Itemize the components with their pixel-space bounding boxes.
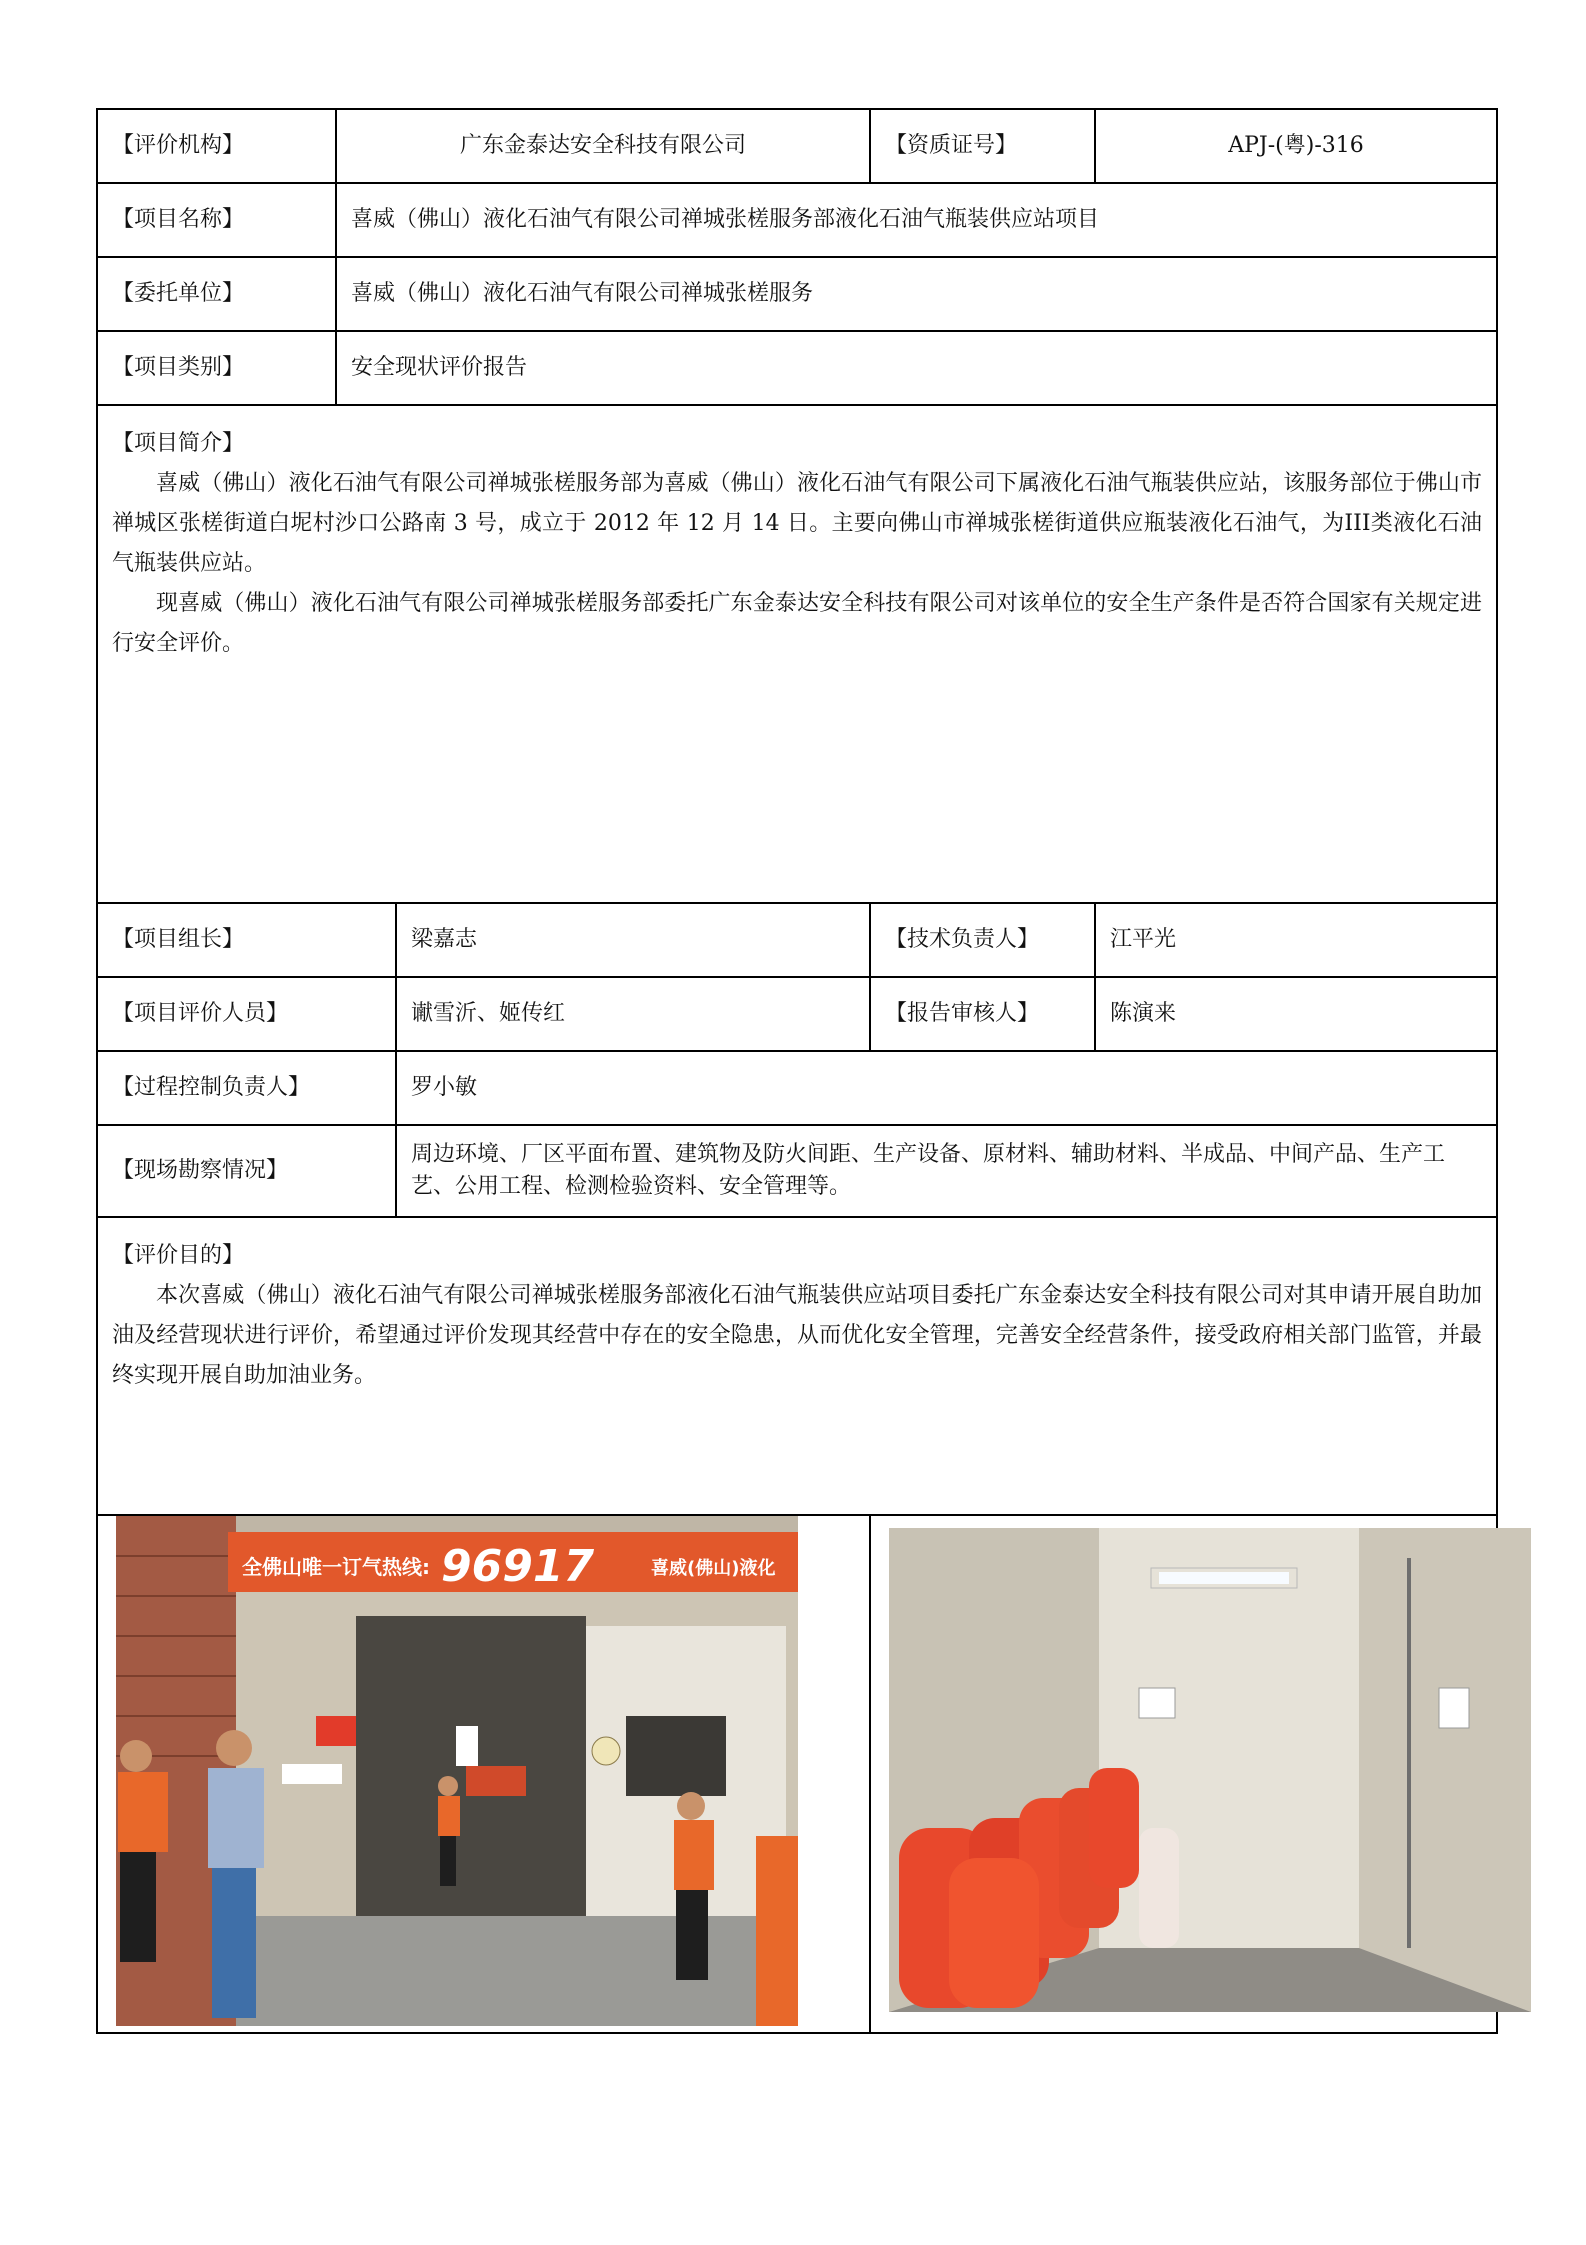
purpose-section bbox=[97, 1217, 1497, 1515]
photo-cell-left bbox=[97, 1515, 870, 2033]
purpose-row bbox=[97, 1217, 1497, 1515]
category-value: 安全现状评价报告 bbox=[336, 331, 1497, 405]
cert-value: APJ-(粤)-316 bbox=[1095, 109, 1497, 183]
sign-brand: 喜威(佛山)液化 bbox=[651, 1558, 776, 1579]
intro-section bbox=[97, 405, 1497, 903]
survey-label: 【现场勘察情况】 bbox=[97, 1125, 396, 1217]
report-sheet bbox=[96, 108, 1496, 2034]
client-label: 【委托单位】 bbox=[97, 257, 336, 331]
client-row bbox=[97, 257, 1497, 331]
cert-label: 【资质证号】 bbox=[870, 109, 1095, 183]
evaluators-label: 【项目评价人员】 bbox=[97, 977, 396, 1051]
project-name-label: 【项目名称】 bbox=[97, 183, 336, 257]
purpose-heading: 【评价目的】 bbox=[112, 1243, 245, 1268]
survey-row bbox=[97, 1125, 1497, 1217]
process-label: 【过程控制负责人】 bbox=[97, 1051, 396, 1125]
category-row bbox=[97, 331, 1497, 405]
storefront-photo bbox=[116, 1516, 798, 2026]
intro-paragraph-2: 现喜威（佛山）液化石油气有限公司禅城张槎服务部委托广东金泰达安全科技有限公司对该单位的安全生产条件是否符合国家有关规定进行安全评价。 bbox=[112, 591, 1483, 656]
photo-cell-right bbox=[870, 1515, 1497, 2033]
category-label: 【项目类别】 bbox=[97, 331, 336, 405]
project-name-value: 喜威（佛山）液化石油气有限公司禅城张槎服务部液化石油气瓶装供应站项目 bbox=[336, 183, 1497, 257]
evaluators-row bbox=[97, 977, 1497, 1051]
photos-row bbox=[97, 1515, 1497, 2033]
person-plaid bbox=[208, 1730, 264, 2018]
org-value: 广东金泰达安全科技有限公司 bbox=[336, 109, 870, 183]
purpose-paragraph: 本次喜威（佛山）液化石油气有限公司禅城张槎服务部液化石油气瓶装供应站项目委托广东金泰达安全科技有限公司对其申请开展自助加油及经营现状进行评价，希望通过评价发现其经营中存在的安全隐患，从而优化安全管理，完善安全经营条件，接受政府相关部门监管，并最终实现开展自助加油业务。 bbox=[112, 1283, 1483, 1388]
leader-row bbox=[97, 903, 1497, 977]
info-table bbox=[96, 108, 1498, 2034]
evaluators-value: 谳雪沂、姬传红 bbox=[396, 977, 870, 1051]
cylinder-storage-photo bbox=[889, 1528, 1531, 2012]
sign-number: 96917 bbox=[441, 1541, 595, 1592]
project-name-row bbox=[97, 183, 1497, 257]
process-row bbox=[97, 1051, 1497, 1125]
org-label: 【评价机构】 bbox=[97, 109, 336, 183]
tech-value: 江平光 bbox=[1095, 903, 1497, 977]
intro-paragraph-1: 喜威（佛山）液化石油气有限公司禅城张槎服务部为喜威（佛山）液化石油气有限公司下属液化石油气瓶装供应站，该服务部位于佛山市禅城区张槎街道白坭村沙口公路南 3 号，成立于 2012 年 12 月 14 日。主要向佛山市禅城张槎街道供应瓶装液化石油气，为III类液化石油气瓶装供应站。 bbox=[112, 471, 1483, 576]
reviewer-label: 【报告审核人】 bbox=[870, 977, 1095, 1051]
leader-value: 梁嘉志 bbox=[396, 903, 870, 977]
intro-heading: 【项目简介】 bbox=[112, 431, 245, 456]
survey-value: 周边环境、厂区平面布置、建筑物及防火间距、生产设备、原材料、辅助材料、半成品、中间产品、生产工艺、公用工程、检测检验资料、安全管理等。 bbox=[396, 1125, 1497, 1217]
reviewer-value: 陈演来 bbox=[1095, 977, 1497, 1051]
leader-label: 【项目组长】 bbox=[97, 903, 396, 977]
intro-row bbox=[97, 405, 1497, 903]
org-row bbox=[97, 109, 1497, 183]
client-value: 喜威（佛山）液化石油气有限公司禅城张槎服务 bbox=[336, 257, 1497, 331]
sign-hotline-text: 全佛山唯一订气热线: bbox=[242, 1555, 430, 1579]
process-value: 罗小敏 bbox=[396, 1051, 1497, 1125]
tech-label: 【技术负责人】 bbox=[870, 903, 1095, 977]
